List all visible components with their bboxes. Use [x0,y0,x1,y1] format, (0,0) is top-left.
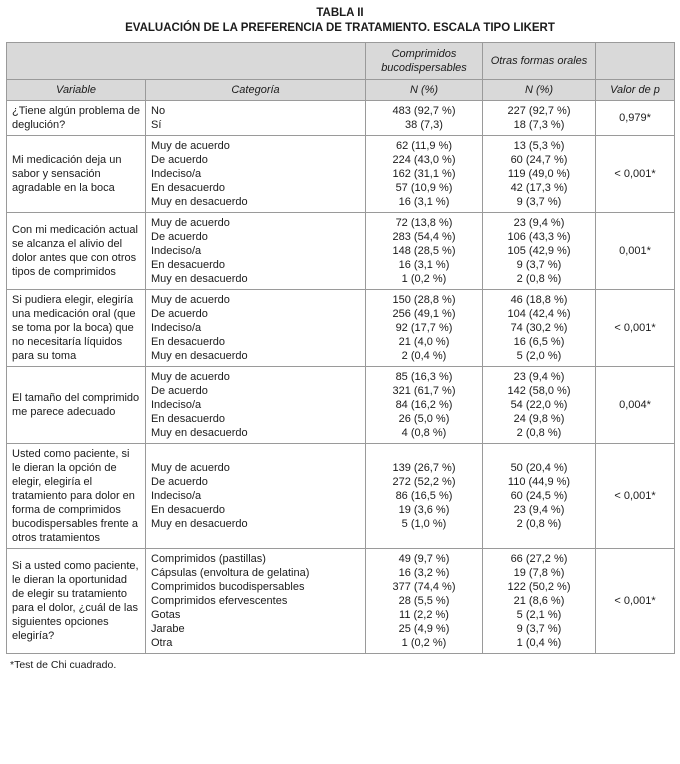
otras-formas-cell-line: 142 (58,0 %) [507,385,571,397]
category-cell-line: Indeciso/a [151,322,202,334]
category-cell-line: Muy de acuerdo [151,462,230,474]
otras-formas-cell-line: 24 (9,8 %) [513,413,565,425]
table-number: TABLA II [316,7,364,19]
otras-formas-cell-line: 9 (3,7 %) [516,259,562,271]
category-cell-line: Muy en desacuerdo [151,518,248,530]
category-cell [146,136,366,213]
bucodispersables-cell-line: 38 (7,3) [405,119,443,131]
variable-cell: Con mi medicación actual se alcanza el alivio del dolor antes que con otros tipos de comprimidos [7,213,146,290]
category-cell-line: Gotas [151,609,181,621]
otras-formas-cell-line: 16 (6,5 %) [513,336,565,348]
category-cell-line: Muy de acuerdo [151,371,230,383]
category-cell-line: Muy en desacuerdo [151,273,248,285]
otras-formas-cell-line: 23 (9,4 %) [513,504,565,516]
otras-formas-cell [483,136,596,213]
otras-formas-cell-line: 23 (9,4 %) [513,217,565,229]
category-cell-line: Muy en desacuerdo [151,196,248,208]
p-value-cell: < 0,001* [596,444,675,549]
table-head [7,43,675,101]
otras-formas-cell-line: 227 (92,7 %) [507,105,571,117]
category-cell-line: Comprimidos efervescentes [151,595,288,607]
bucodispersables-cell-line: 25 (4,9 %) [398,623,450,635]
category-cell [146,549,366,654]
bucodispersables-cell-line: 19 (3,6 %) [398,504,450,516]
bucodispersables-cell-line: 92 (17,7 %) [395,322,453,334]
otras-formas-cell-line: 2 (0,8 %) [516,427,562,439]
bucodispersables-cell [366,136,483,213]
otras-formas-cell-line: 110 (44,9 %) [507,476,571,488]
category-cell [146,444,366,549]
group-header-empty-left [7,43,366,80]
category-cell-line: Cápsulas (envoltura de gelatina) [151,567,310,579]
category-cell-line: En desacuerdo [151,413,225,425]
bucodispersables-cell-line: 16 (3,1 %) [398,196,450,208]
bucodispersables-cell [366,213,483,290]
col-header-categoria: Categoría [146,80,366,101]
otras-formas-cell-line: 104 (42,4 %) [507,308,571,320]
col-header-n-pct-bucodispersables: N (%) [366,80,483,101]
otras-formas-cell-line: 9 (3,7 %) [516,623,562,635]
otras-formas-cell-line: 1 (0,4 %) [516,637,562,649]
otras-formas-cell-line: 9 (3,7 %) [516,196,562,208]
bucodispersables-cell-line: 2 (0,4 %) [401,350,447,362]
group-header-row [7,43,675,80]
bucodispersables-cell-line: 224 (43,0 %) [392,154,456,166]
table-row [7,101,675,136]
otras-formas-cell-line: 19 (7,8 %) [513,567,565,579]
bucodispersables-cell-line: 84 (16,2 %) [395,399,453,411]
bucodispersables-cell-line: 256 (49,1 %) [392,308,456,320]
category-cell [146,101,366,136]
variable-cell: Si a usted como paciente, le dieran la oportunidad de elegir su tratamiento para el dolor, ¿cuál de las siguientes opciones elegiría? [7,549,146,654]
otras-formas-cell [483,101,596,136]
footnote: *Test de Chi cuadrado. [10,659,117,671]
bucodispersables-cell-line: 377 (74,4 %) [392,581,456,593]
category-cell-line: Jarabe [151,623,185,635]
category-cell-line: Indeciso/a [151,399,202,411]
category-cell-line: Muy de acuerdo [151,294,230,306]
otras-formas-cell-line: 60 (24,7 %) [510,154,568,166]
category-cell-line: De acuerdo [151,385,208,397]
bucodispersables-cell [366,290,483,367]
otras-formas-cell [483,367,596,444]
category-cell-line: Muy de acuerdo [151,140,230,152]
category-cell [146,367,366,444]
otras-formas-cell [483,444,596,549]
category-cell-line: Indeciso/a [151,168,202,180]
bucodispersables-cell-line: 321 (61,7 %) [392,385,456,397]
bucodispersables-cell-line: 5 (1,0 %) [401,518,447,530]
bucodispersables-cell-line: 4 (0,8 %) [401,427,447,439]
column-header-row [7,80,675,101]
bucodispersables-cell-line: 57 (10,9 %) [395,182,453,194]
otras-formas-cell-line: 66 (27,2 %) [510,553,568,565]
category-cell-line: Indeciso/a [151,245,202,257]
category-cell-line: En desacuerdo [151,259,225,271]
group-header-empty-right [596,43,675,80]
bucodispersables-cell-line: 21 (4,0 %) [398,336,450,348]
table-title: EVALUACIÓN DE LA PREFERENCIA DE TRATAMIENTO. ESCALA TIPO LIKERT [125,22,555,34]
category-cell [146,213,366,290]
bucodispersables-cell-line: 16 (3,1 %) [398,259,450,271]
bucodispersables-cell-line: 72 (13,8 %) [395,217,453,229]
otras-formas-cell-line: 2 (0,8 %) [516,273,562,285]
variable-cell: Usted como paciente, si le dieran la opción de elegir, elegiría el tratamiento para dolor en forma de comprimidos bucodispersables frente a otros tratamientos [7,444,146,549]
bucodispersables-cell-line: 49 (9,7 %) [398,553,450,565]
table-row [7,136,675,213]
otras-formas-cell [483,213,596,290]
category-cell-line: En desacuerdo [151,504,225,516]
category-cell-line: Muy en desacuerdo [151,427,248,439]
bucodispersables-cell-line: 11 (2,2 %) [399,609,449,621]
otras-formas-cell-line: 42 (17,3 %) [510,182,568,194]
category-cell-line: Muy de acuerdo [151,217,230,229]
bucodispersables-cell-line: 283 (54,4 %) [392,231,456,243]
group-header-bucodispersables: Comprimidos bucodispersables [366,43,483,80]
bucodispersables-cell [366,549,483,654]
table-row [7,213,675,290]
otras-formas-cell [483,290,596,367]
otras-formas-cell-line: 106 (43,3 %) [507,231,571,243]
bucodispersables-cell-line: 139 (26,7 %) [392,462,456,474]
bucodispersables-cell-line: 85 (16,3 %) [395,371,453,383]
otras-formas-cell-line: 122 (50,2 %) [507,581,571,593]
p-value-cell: < 0,001* [596,290,675,367]
variable-cell: Mi medicación deja un sabor y sensación agradable en la boca [7,136,146,213]
category-cell-line: Comprimidos (pastillas) [151,553,266,565]
category-cell-line: Sí [151,119,162,131]
p-value-cell: 0,979* [596,101,675,136]
bucodispersables-cell-line: 272 (52,2 %) [392,476,456,488]
otras-formas-cell-line: 50 (20,4 %) [510,462,568,474]
bucodispersables-cell [366,101,483,136]
p-value-cell: 0,004* [596,367,675,444]
category-cell-line: De acuerdo [151,308,208,320]
bucodispersables-cell-line: 62 (11,9 %) [395,140,453,152]
otras-formas-cell-line: 13 (5,3 %) [513,140,565,152]
otras-formas-cell-line: 54 (22,0 %) [510,399,568,411]
category-cell [146,290,366,367]
variable-cell: El tamaño del comprimido me parece adecuado [7,367,146,444]
table-row [7,290,675,367]
otras-formas-cell-line: 21 (8,6 %) [513,595,565,607]
bucodispersables-cell-line: 16 (3,2 %) [398,567,450,579]
likert-table [6,42,675,654]
otras-formas-cell-line: 2 (0,8 %) [516,518,562,530]
col-header-valor-p: Valor de p [596,80,675,101]
otras-formas-cell-line: 5 (2,1 %) [516,609,562,621]
p-value-cell: 0,001* [596,213,675,290]
bucodispersables-cell-line: 483 (92,7 %) [392,105,456,117]
category-cell-line: No [151,105,166,117]
otras-formas-cell [483,549,596,654]
otras-formas-cell-line: 5 (2,0 %) [516,350,562,362]
otras-formas-cell-line: 23 (9,4 %) [513,371,565,383]
p-value-cell: < 0,001* [596,549,675,654]
bucodispersables-cell-line: 1 (0,2 %) [401,273,447,285]
category-cell-line: Otra [151,637,173,649]
category-cell-line: Muy en desacuerdo [151,350,248,362]
bucodispersables-cell-line: 86 (16,5 %) [395,490,453,502]
category-cell-line: De acuerdo [151,231,208,243]
bucodispersables-cell-line: 148 (28,5 %) [392,245,456,257]
otras-formas-cell-line: 60 (24,5 %) [510,490,568,502]
bucodispersables-cell [366,367,483,444]
bucodispersables-cell-line: 150 (28,8 %) [392,294,456,306]
p-value-cell: < 0,001* [596,136,675,213]
col-header-variable: Variable [7,80,146,101]
otras-formas-cell-line: 18 (7,3 %) [513,119,565,131]
variable-cell: Si pudiera elegir, elegiría una medicación oral (que se toma por la boca) que no necesitaría líquidos para su toma [7,290,146,367]
otras-formas-cell-line: 46 (18,8 %) [510,294,568,306]
category-cell-line: En desacuerdo [151,182,225,194]
table-row [7,444,675,549]
col-header-n-pct-otras: N (%) [483,80,596,101]
otras-formas-cell-line: 74 (30,2 %) [510,322,568,334]
bucodispersables-cell [366,444,483,549]
bucodispersables-cell-line: 28 (5,5 %) [398,595,450,607]
category-cell-line: Indeciso/a [151,490,202,502]
table-row [7,367,675,444]
table-row [7,549,675,654]
category-cell-line: De acuerdo [151,154,208,166]
category-cell-line: Comprimidos bucodispersables [151,581,305,593]
group-header-otras-formas: Otras formas orales [483,43,596,80]
table-body [7,101,675,654]
bucodispersables-cell-line: 1 (0,2 %) [401,637,447,649]
otras-formas-cell-line: 119 (49,0 %) [507,168,571,180]
otras-formas-cell-line: 105 (42,9 %) [507,245,571,257]
bucodispersables-cell-line: 162 (31,1 %) [392,168,456,180]
bucodispersables-cell-line: 26 (5,0 %) [398,413,450,425]
category-cell-line: En desacuerdo [151,336,225,348]
variable-cell: ¿Tiene algún problema de deglución? [7,101,146,136]
category-cell-line: De acuerdo [151,476,208,488]
